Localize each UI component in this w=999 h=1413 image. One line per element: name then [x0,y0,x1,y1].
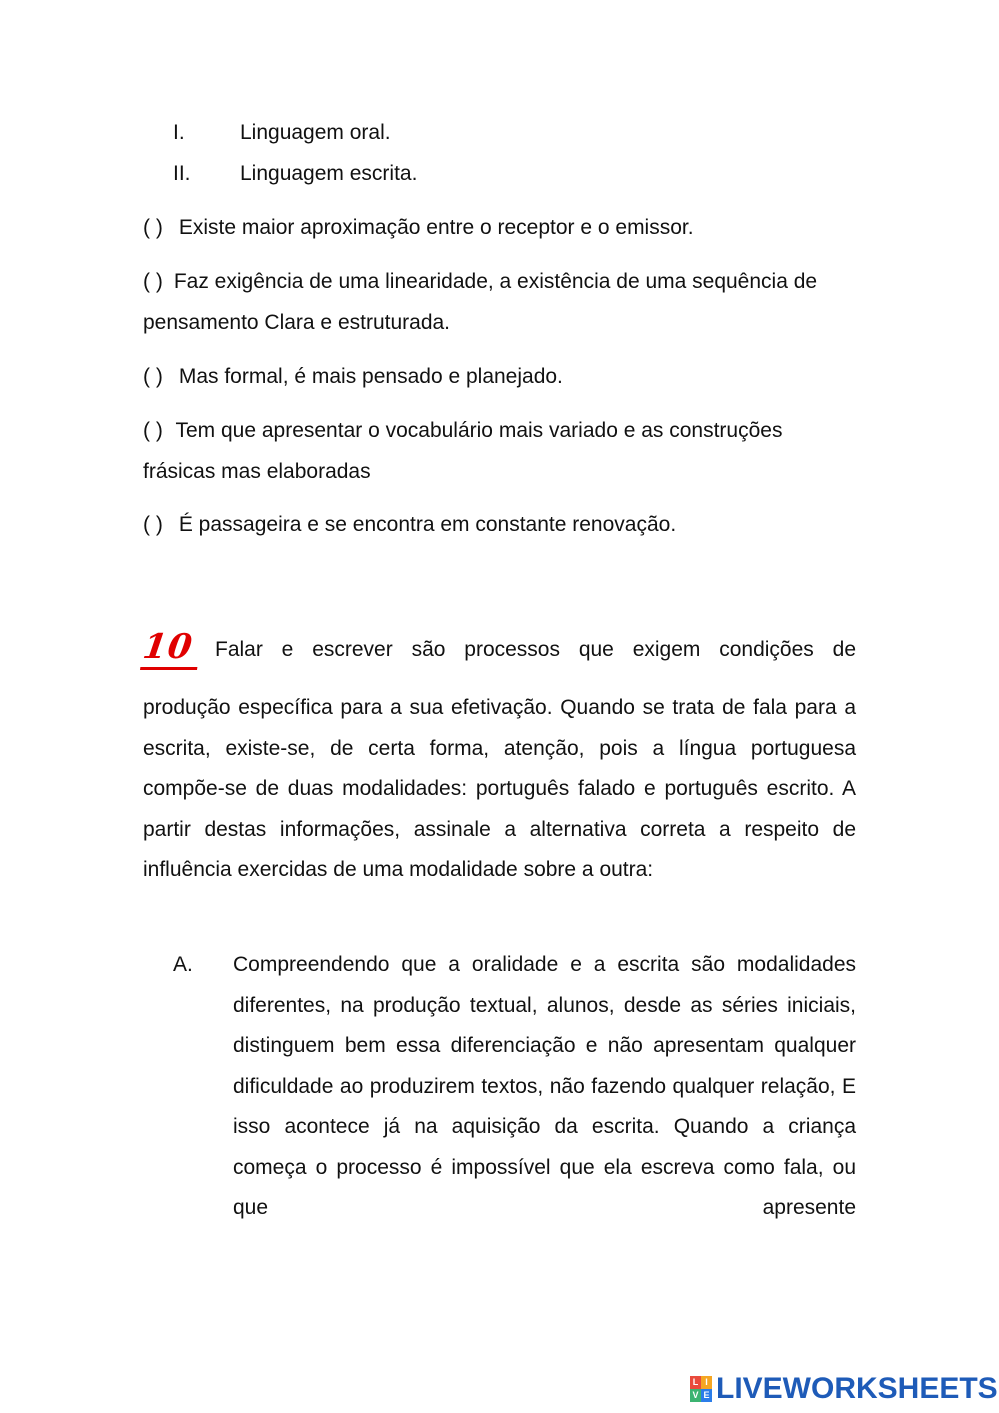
statement-text: Mas formal, é mais pensado e planejado. [178,365,563,388]
statement-text: É passageira e se encontra em constante renovação. [178,513,677,536]
roman-numeral: II. [173,162,191,185]
statement-text: Tem que apresentar o vocabulário mais variado e as construções frásicas mas elaboradas [143,419,783,483]
roman-text: Linguagem escrita. [240,162,418,185]
roman-item-2 [173,161,417,187]
question-number-10: 10 [140,627,203,670]
statement-1 [143,207,856,248]
statement-2 [143,261,856,343]
roman-item-1 [173,120,391,146]
statement-3 [143,356,856,397]
option-a-text[interactable]: Compreendendo que a oralidade e a escrita são modalidades diferentes, na produção textual, alunos, desde as séries iniciais, distinguem bem essa diferenciação e não apresentam qualquer dificuldade ao produzirem textos, não fazendo qualquer relação, E isso acontece já na aquisição da escrita. Quando a criança começa o processo é impossível que ela escreva como fala, ou que apresente [233,953,856,1219]
statement-text: Existe maior aproximação entre o receptor e o emissor. [178,216,694,239]
answer-blank[interactable]: ( ) [143,270,163,293]
answer-blank[interactable]: ( ) [143,419,163,442]
roman-text: Linguagem oral. [240,121,391,144]
statement-4 [143,410,856,492]
roman-numeral: I. [173,121,185,144]
answer-blank[interactable]: ( ) [143,513,163,536]
option-a-letter: A. [173,953,193,976]
logo-text: LIVEWORKSHEETS [716,1372,998,1405]
statement-5 [143,504,856,545]
liveworksheets-logo [690,1372,998,1406]
question-10-first-line: Falar e escrever são processos que exigem condições de [215,638,856,661]
logo-badge-icon: L I V E [690,1376,712,1402]
question-10-body: produção específica para a sua efetivação. Quando se trata de fala para a escrita, existe-se, de certa forma, atenção, pois a língua portuguesa compõe-se de duas modalidades: português falado e português escrito. A partir destas informações, assinale a alternativa correta a respeito de influência exercidas de uma modalidade sobre a outra: [143,696,856,881]
statement-text: Faz exigência de uma linearidade, a existência de uma sequência de pensamento Clara e estruturada. [143,270,818,334]
answer-blank[interactable]: ( ) [143,365,163,388]
answer-blank[interactable]: ( ) [143,216,163,239]
